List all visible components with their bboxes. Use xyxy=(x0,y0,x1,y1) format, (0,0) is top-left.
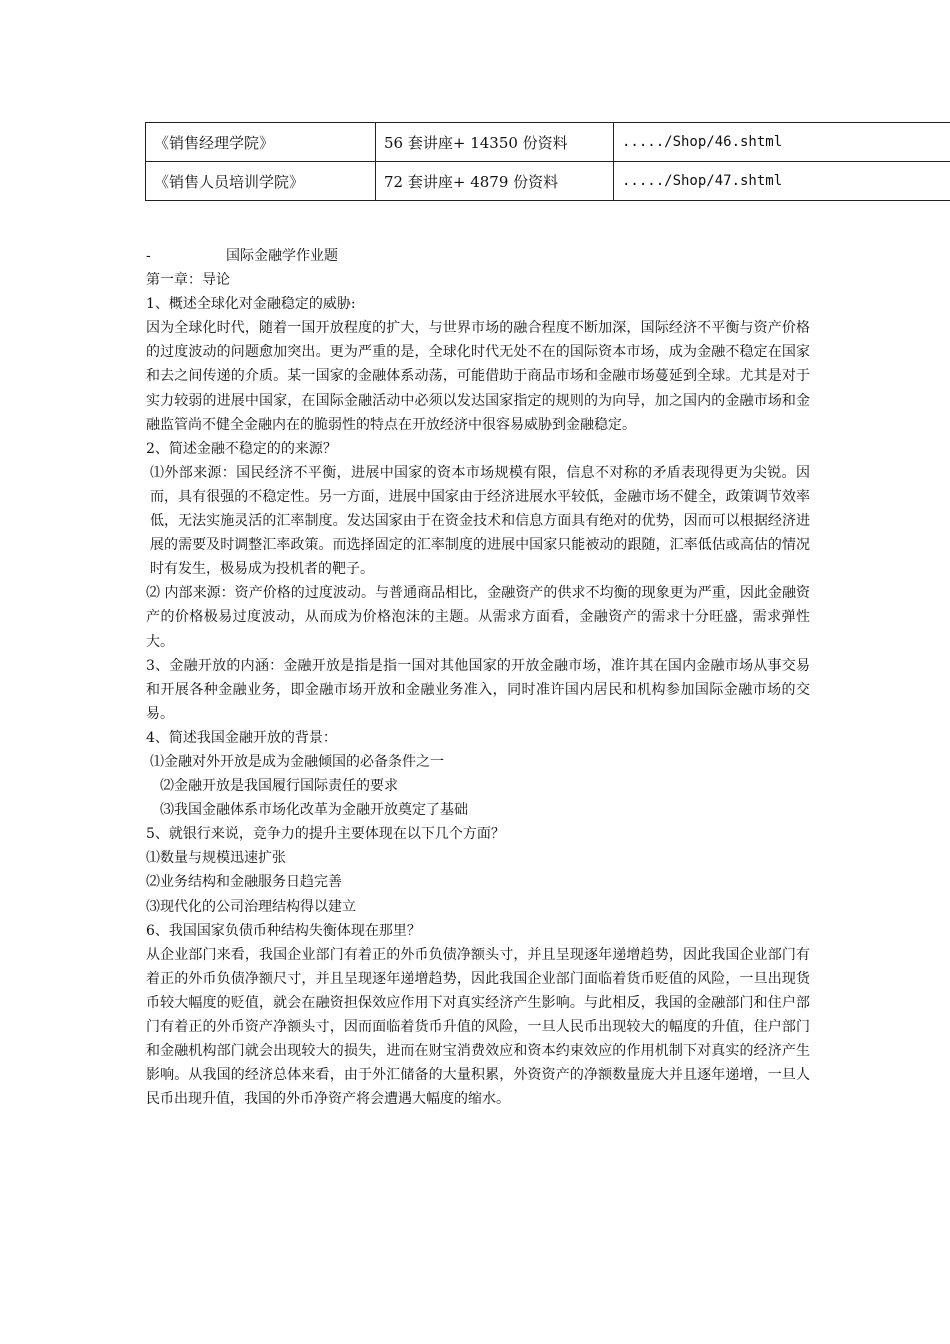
answer-4-item-3: ⑶我国金融体系市场化改革为金融开放奠定了基础 xyxy=(160,802,468,819)
table-row xyxy=(146,123,950,162)
question-2: 2、简述金融不稳定的的来源？ xyxy=(146,440,337,457)
bullet-dash: - xyxy=(146,248,151,264)
table-row xyxy=(146,162,950,201)
answer-5-item-2: ⑵业务结构和金融服务日趋完善 xyxy=(146,874,342,891)
title-line xyxy=(146,244,810,268)
course-link[interactable]: ...../Shop/47.shtml xyxy=(614,162,950,201)
course-name: 《销售经理学院》 xyxy=(146,123,376,162)
answer-5-item-1: ⑴数量与规模迅速扩张 xyxy=(146,850,286,867)
question-4: 4、简述我国金融开放的背景： xyxy=(146,729,337,746)
answer-4-item-1: ⑴金融对外开放是成为金融倾国的必备条件之一 xyxy=(150,753,444,770)
answer-2-internal: ⑵ 内部来源：资产价格的过度波动。与普通商品相比，金融资产的供求不均衡的现象更为严重，因此金融资产的价格极易过度波动，从而成为价格泡沫的主题。从需求方面看，金融资产的需求十分旺盛，需求弹性大。 xyxy=(146,585,810,650)
question-1: 1、概述全球化对金融稳定的威胁: xyxy=(146,296,356,313)
answer-4-item-2: ⑵金融开放是我国履行国际责任的要求 xyxy=(160,778,398,795)
answer-2-external: ⑴外部来源：国民经济不平衡，进展中国家的资本市场规模有限，信息不对称的矛盾表现得更为尖锐。因而，具有很强的不稳定性。另一方面，进展中国家由于经济进展水平较低，金融市场不健全，政策调节效率低，无法实施灵活的汇率制度。发达国家由于在资金技术和信息方面具有绝对的优势，因而可以根据经济进展的需要及时调整汇率政策。而选择固定的汇率制度的进展中国家只能被动的跟随，汇率低估或高估的情况时有发生，极易成为投机者的靶子。 xyxy=(150,464,810,578)
question-3: 3、金融开放的内涵：金融开放是指是指一国对其他国家的开放金融市场，准许其在国内金融市场从事交易和开展各种金融业务，即金融市场开放和金融业务准入，同时准许国内居民和机构参加国际金融市场的交易。 xyxy=(146,657,810,722)
question-5: 5、就银行来说，竞争力的提升主要体现在以下几个方面？ xyxy=(146,826,505,843)
course-link[interactable]: ...../Shop/46.shtml xyxy=(614,123,950,162)
answer-6: 从企业部门来看，我国企业部门有着正的外币负债净额头寸，并且呈现逐年递增趋势，因此我国企业部门有着正的外币负债净额尺寸，并且呈现逐年递增趋势，因此我国企业部门面临着货币贬值的风险，一旦出现货币较大幅度的贬值，就会在融资担保效应作用下对真实经济产生影响。与此相反，我国的金融部门和住户部门有着正的外币资产净额头寸，因而面临着货币升值的风险，一旦人民币出现较大的幅度的升值，住户部门和金融机构部门就会出现较大的损失，进而在财宝消费效应和资本约束效应的作用机制下对真实的经济产生影响。从我国的经济总体来看，由于外汇储备的大量积累，外资资产的净额数量庞大并且逐年递增，一旦人民币出现升值，我国的外币净资产将会遭遇大幅度的缩水。 xyxy=(146,946,810,1108)
document-body xyxy=(146,244,810,1111)
course-name: 《销售人员培训学院》 xyxy=(146,162,376,201)
course-count: 72 套讲座+ 4879 份资料 xyxy=(376,162,614,201)
answer-1: 因为全球化时代，随着一国开放程度的扩大，与世界市场的融合程度不断加深，国际经济不平衡与资产价格的过度波动的问题愈加突出。更为严重的是，全球化时代无处不在的国际资本市场，成为金融不稳定在国家和去之间传递的介质。某一国家的金融体系动荡，可能借助于商品市场和金融市场蔓延到全球。尤其是对于实力较弱的进展中国家，在国际金融活动中必须以发达国家指定的规则的为向导，加之国内的金融市场和金融监管尚不健全金融内在的脆弱性的特点在开放经济中很容易威胁到金融稳定。 xyxy=(146,320,810,433)
document-title: 国际金融学作业题 xyxy=(226,248,338,264)
answer-5-item-3: ⑶现代化的公司治理结构得以建立 xyxy=(146,898,356,915)
resource-table xyxy=(145,122,950,201)
chapter-heading: 第一章：导论 xyxy=(146,272,230,289)
question-6: 6、我国国家负债币种结构失衡体现在那里？ xyxy=(146,922,421,939)
course-count: 56 套讲座+ 14350 份资料 xyxy=(376,123,614,162)
